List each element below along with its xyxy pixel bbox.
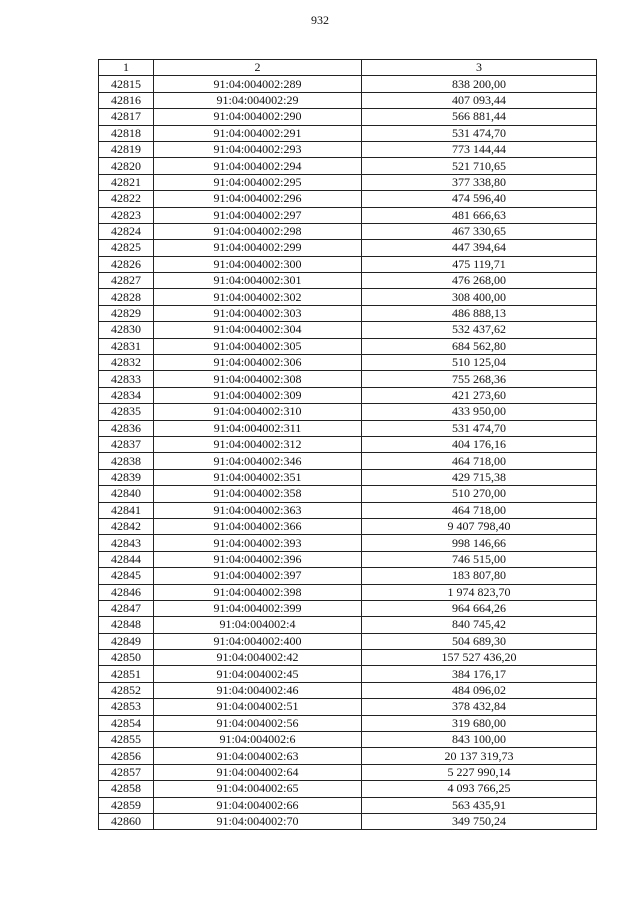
cadastral-number-cell: 91:04:004002:294	[154, 158, 362, 174]
cadastral-number-cell: 91:04:004002:312	[154, 436, 362, 452]
table-row	[99, 338, 597, 354]
table-row	[99, 535, 597, 551]
value-cell: 5 227 990,14	[362, 764, 597, 780]
cadastral-number-cell: 91:04:004002:305	[154, 338, 362, 354]
table-header	[99, 60, 597, 76]
value-cell: 1 974 823,70	[362, 584, 597, 600]
cadastral-number-cell: 91:04:004002:51	[154, 699, 362, 715]
row-number-cell: 42853	[99, 699, 154, 715]
cadastral-number-cell: 91:04:004002:306	[154, 355, 362, 371]
table-row	[99, 682, 597, 698]
table-row	[99, 109, 597, 125]
table-row	[99, 387, 597, 403]
value-cell: 773 144,44	[362, 141, 597, 157]
cadastral-number-cell: 91:04:004002:45	[154, 666, 362, 682]
row-number-cell: 42824	[99, 223, 154, 239]
value-cell: 407 093,44	[362, 92, 597, 108]
value-cell: 429 715,38	[362, 469, 597, 485]
value-cell: 838 200,00	[362, 76, 597, 92]
value-cell: 308 400,00	[362, 289, 597, 305]
table-row	[99, 764, 597, 780]
table-row	[99, 256, 597, 272]
cadastral-number-cell: 91:04:004002:303	[154, 305, 362, 321]
row-number-cell: 42829	[99, 305, 154, 321]
value-cell: 20 137 319,73	[362, 748, 597, 764]
row-number-cell: 42823	[99, 207, 154, 223]
table-row	[99, 158, 597, 174]
cadastral-number-cell: 91:04:004002:308	[154, 371, 362, 387]
value-cell: 433 950,00	[362, 404, 597, 420]
row-number-cell: 42859	[99, 797, 154, 813]
row-number-cell: 42849	[99, 633, 154, 649]
column-header-1: 1	[99, 60, 154, 76]
cadastral-number-cell: 91:04:004002:66	[154, 797, 362, 813]
table-row	[99, 797, 597, 813]
row-number-cell: 42844	[99, 551, 154, 567]
table-row	[99, 666, 597, 682]
row-number-cell: 42816	[99, 92, 154, 108]
table-row	[99, 76, 597, 92]
row-number-cell: 42840	[99, 486, 154, 502]
table-row	[99, 420, 597, 436]
table-row	[99, 568, 597, 584]
cadastral-number-cell: 91:04:004002:46	[154, 682, 362, 698]
value-cell: 464 718,00	[362, 453, 597, 469]
value-cell: 4 093 766,25	[362, 781, 597, 797]
cadastral-number-cell: 91:04:004002:290	[154, 109, 362, 125]
row-number-cell: 42852	[99, 682, 154, 698]
value-cell: 377 338,80	[362, 174, 597, 190]
row-number-cell: 42830	[99, 322, 154, 338]
row-number-cell: 42846	[99, 584, 154, 600]
row-number-cell: 42825	[99, 240, 154, 256]
cadastral-number-cell: 91:04:004002:296	[154, 191, 362, 207]
cadastral-number-cell: 91:04:004002:304	[154, 322, 362, 338]
value-cell: 521 710,65	[362, 158, 597, 174]
value-cell: 474 596,40	[362, 191, 597, 207]
table-row	[99, 141, 597, 157]
row-number-cell: 42848	[99, 617, 154, 633]
cadastral-number-cell: 91:04:004002:363	[154, 502, 362, 518]
cadastral-number-cell: 91:04:004002:302	[154, 289, 362, 305]
row-number-cell: 42815	[99, 76, 154, 92]
row-number-cell: 42855	[99, 732, 154, 748]
value-cell: 755 268,36	[362, 371, 597, 387]
row-number-cell: 42839	[99, 469, 154, 485]
value-cell: 998 146,66	[362, 535, 597, 551]
value-cell: 157 527 436,20	[362, 650, 597, 666]
row-number-cell: 42841	[99, 502, 154, 518]
row-number-cell: 42856	[99, 748, 154, 764]
cadastral-number-cell: 91:04:004002:298	[154, 223, 362, 239]
row-number-cell: 42857	[99, 764, 154, 780]
value-cell: 404 176,16	[362, 436, 597, 452]
row-number-cell: 42860	[99, 813, 154, 829]
table-row	[99, 273, 597, 289]
column-header-3: 3	[362, 60, 597, 76]
value-cell: 319 680,00	[362, 715, 597, 731]
table-row	[99, 486, 597, 502]
value-cell: 531 474,70	[362, 420, 597, 436]
cadastral-number-cell: 91:04:004002:311	[154, 420, 362, 436]
table-row	[99, 453, 597, 469]
page-number: 932	[311, 13, 329, 27]
cadastral-number-cell: 91:04:004002:295	[154, 174, 362, 190]
row-number-cell: 42838	[99, 453, 154, 469]
table-row	[99, 699, 597, 715]
table-row	[99, 125, 597, 141]
row-number-cell: 42827	[99, 273, 154, 289]
value-cell: 384 176,17	[362, 666, 597, 682]
cadastral-number-cell: 91:04:004002:393	[154, 535, 362, 551]
row-number-cell: 42828	[99, 289, 154, 305]
table-row	[99, 715, 597, 731]
cadastral-number-cell: 91:04:004002:289	[154, 76, 362, 92]
cadastral-number-cell: 91:04:004002:310	[154, 404, 362, 420]
value-cell: 566 881,44	[362, 109, 597, 125]
row-number-cell: 42854	[99, 715, 154, 731]
table-row	[99, 633, 597, 649]
table-row	[99, 650, 597, 666]
row-number-cell: 42858	[99, 781, 154, 797]
cadastral-number-cell: 91:04:004002:4	[154, 617, 362, 633]
cadastral-number-cell: 91:04:004002:396	[154, 551, 362, 567]
row-number-cell: 42843	[99, 535, 154, 551]
table-row	[99, 436, 597, 452]
cadastral-number-cell: 91:04:004002:366	[154, 518, 362, 534]
value-cell: 378 432,84	[362, 699, 597, 715]
value-cell: 467 330,65	[362, 223, 597, 239]
table-row	[99, 371, 597, 387]
row-number-cell: 42850	[99, 650, 154, 666]
value-cell: 843 100,00	[362, 732, 597, 748]
cadastral-number-cell: 91:04:004002:309	[154, 387, 362, 403]
table-row	[99, 305, 597, 321]
cadastral-number-cell: 91:04:004002:398	[154, 584, 362, 600]
value-cell: 840 745,42	[362, 617, 597, 633]
cadastral-number-cell: 91:04:004002:63	[154, 748, 362, 764]
cadastral-number-cell: 91:04:004002:291	[154, 125, 362, 141]
column-header-2: 2	[154, 60, 362, 76]
row-number-cell: 42833	[99, 371, 154, 387]
cadastral-number-cell: 91:04:004002:65	[154, 781, 362, 797]
row-number-cell: 42842	[99, 518, 154, 534]
value-cell: 531 474,70	[362, 125, 597, 141]
row-number-cell: 42847	[99, 600, 154, 616]
table-row	[99, 322, 597, 338]
value-cell: 464 718,00	[362, 502, 597, 518]
cadastral-number-cell: 91:04:004002:297	[154, 207, 362, 223]
value-cell: 475 119,71	[362, 256, 597, 272]
value-cell: 510 270,00	[362, 486, 597, 502]
row-number-cell: 42820	[99, 158, 154, 174]
cadastral-number-cell: 91:04:004002:351	[154, 469, 362, 485]
row-number-cell: 42831	[99, 338, 154, 354]
cadastral-number-cell: 91:04:004002:64	[154, 764, 362, 780]
value-cell: 476 268,00	[362, 273, 597, 289]
row-number-cell: 42832	[99, 355, 154, 371]
value-cell: 421 273,60	[362, 387, 597, 403]
cadastral-number-cell: 91:04:004002:6	[154, 732, 362, 748]
value-cell: 486 888,13	[362, 305, 597, 321]
table-row	[99, 551, 597, 567]
value-cell: 964 664,26	[362, 600, 597, 616]
row-number-cell: 42821	[99, 174, 154, 190]
cadastral-number-cell: 91:04:004002:70	[154, 813, 362, 829]
value-cell: 746 515,00	[362, 551, 597, 567]
table-row	[99, 502, 597, 518]
cadastral-number-cell: 91:04:004002:293	[154, 141, 362, 157]
value-cell: 447 394,64	[362, 240, 597, 256]
table-row	[99, 813, 597, 829]
table-row	[99, 191, 597, 207]
table-row	[99, 404, 597, 420]
row-number-cell: 42836	[99, 420, 154, 436]
value-cell: 183 807,80	[362, 568, 597, 584]
value-cell: 563 435,91	[362, 797, 597, 813]
row-number-cell: 42818	[99, 125, 154, 141]
table-row	[99, 240, 597, 256]
value-cell: 484 096,02	[362, 682, 597, 698]
cadastral-number-cell: 91:04:004002:301	[154, 273, 362, 289]
row-number-cell: 42851	[99, 666, 154, 682]
cadastral-number-cell: 91:04:004002:300	[154, 256, 362, 272]
row-number-cell: 42819	[99, 141, 154, 157]
header-row	[99, 60, 597, 76]
table-row	[99, 355, 597, 371]
cadastral-number-cell: 91:04:004002:358	[154, 486, 362, 502]
row-number-cell: 42822	[99, 191, 154, 207]
data-table	[98, 59, 597, 830]
table-row	[99, 289, 597, 305]
table-row	[99, 223, 597, 239]
value-cell: 504 689,30	[362, 633, 597, 649]
table-row	[99, 207, 597, 223]
table-row	[99, 748, 597, 764]
cadastral-number-cell: 91:04:004002:346	[154, 453, 362, 469]
cadastral-number-cell: 91:04:004002:299	[154, 240, 362, 256]
value-cell: 532 437,62	[362, 322, 597, 338]
table-body	[99, 76, 597, 830]
row-number-cell: 42845	[99, 568, 154, 584]
value-cell: 9 407 798,40	[362, 518, 597, 534]
row-number-cell: 42834	[99, 387, 154, 403]
row-number-cell: 42817	[99, 109, 154, 125]
value-cell: 510 125,04	[362, 355, 597, 371]
row-number-cell: 42826	[99, 256, 154, 272]
cadastral-number-cell: 91:04:004002:397	[154, 568, 362, 584]
cadastral-number-cell: 91:04:004002:29	[154, 92, 362, 108]
table-row	[99, 518, 597, 534]
value-cell: 481 666,63	[362, 207, 597, 223]
row-number-cell: 42835	[99, 404, 154, 420]
table-row	[99, 584, 597, 600]
cadastral-number-cell: 91:04:004002:42	[154, 650, 362, 666]
cadastral-number-cell: 91:04:004002:56	[154, 715, 362, 731]
cadastral-number-cell: 91:04:004002:399	[154, 600, 362, 616]
table-row	[99, 92, 597, 108]
table-row	[99, 469, 597, 485]
table-row	[99, 174, 597, 190]
cadastral-number-cell: 91:04:004002:400	[154, 633, 362, 649]
row-number-cell: 42837	[99, 436, 154, 452]
table-row	[99, 617, 597, 633]
table-row	[99, 781, 597, 797]
table-row	[99, 732, 597, 748]
value-cell: 349 750,24	[362, 813, 597, 829]
table-row	[99, 600, 597, 616]
value-cell: 684 562,80	[362, 338, 597, 354]
